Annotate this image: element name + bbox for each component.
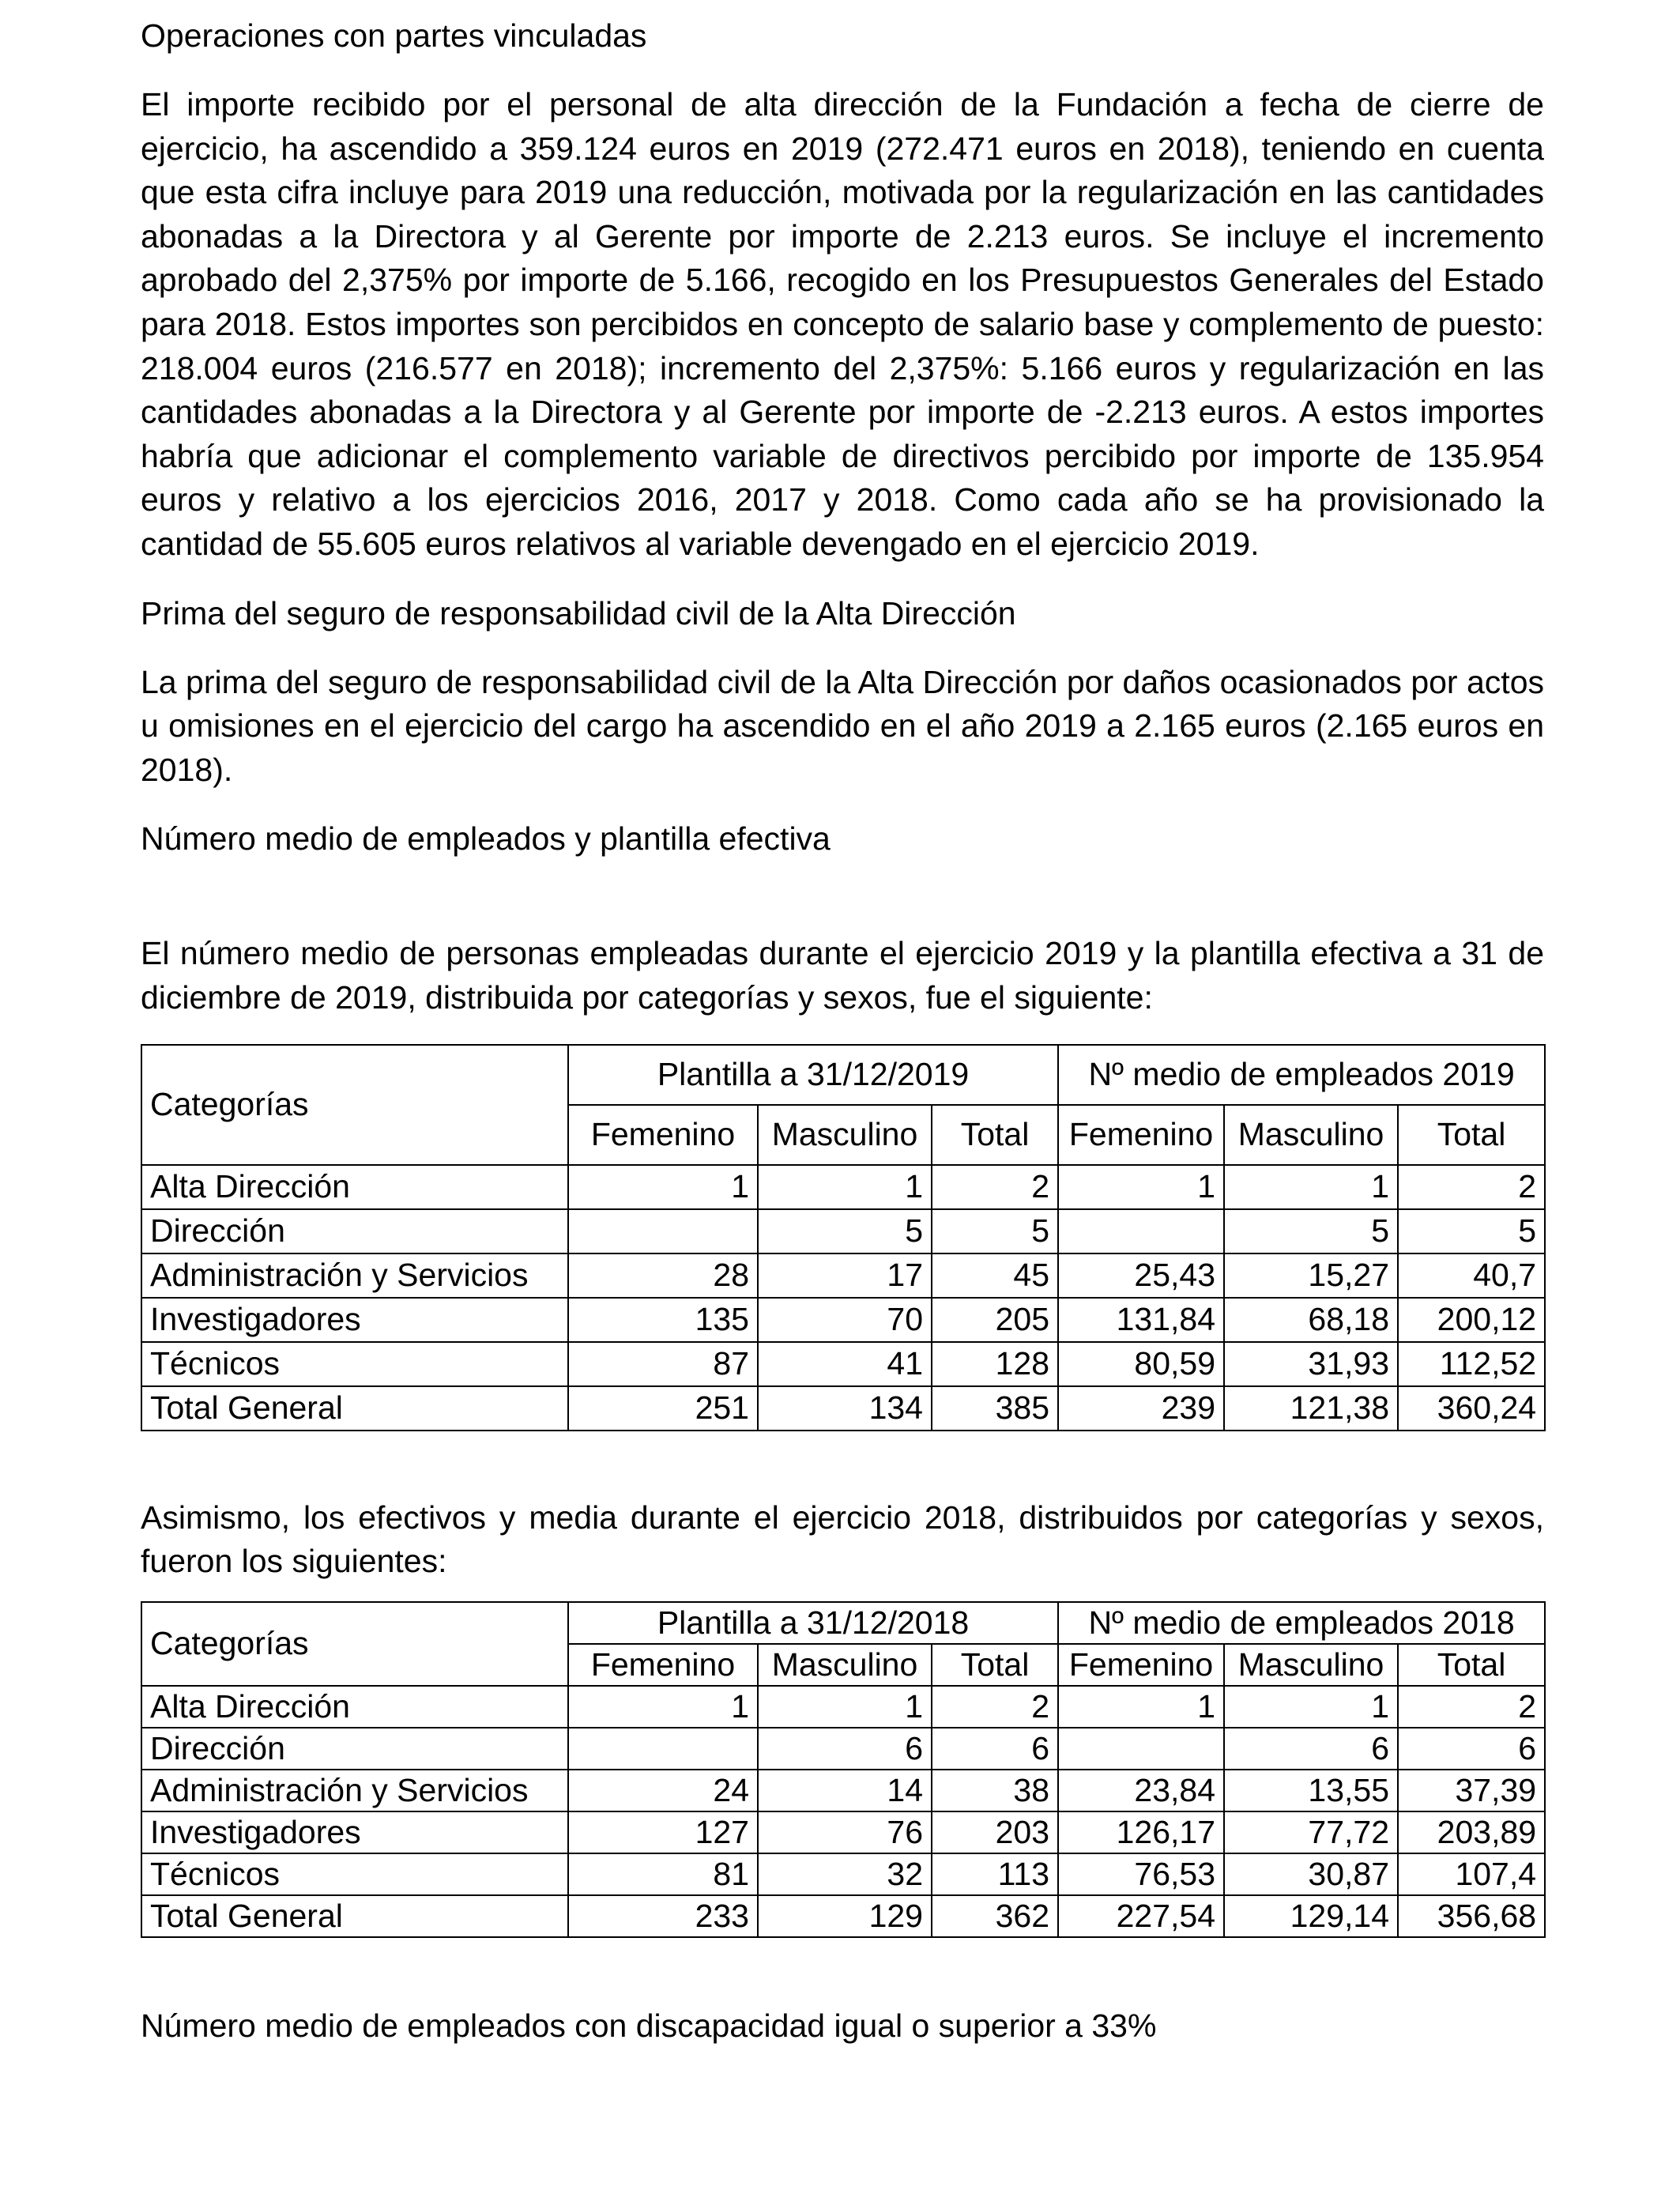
paragraph-executive-pay: El importe recibido por el personal de alta dirección de la Fundación a fecha de cierre de ejercicio, ha ascendido a 359.124 euros en 2019 (272.471 euros en 2018), teniendo en cuenta que esta cifra incluye para 2019 una reducción, motivada por la regularización en las cantidades abonadas a la Directora y al Gerente por importe de 2.213 euros. Se incluye el incremento aprobado del 2,375% por importe de 5.166, recogido en los Presupuestos Generales del Estado para 2018. Estos importes son percibidos en concepto de salario base y complemento de puesto: 218.004 euros (216.577 en 2018); incremento del 2,375%: 5.166 euros y regularización en las cantidades abonadas a la Directora y al Gerente por importe de -2.213 euros. A estos importes habría que adicionar el complemento variable de directivos percibido por importe de 135.954 euros y relativo a los ejercicios 2016, 2017 y 2018. Como cada año se ha provisionado la cantidad de 55.605 euros relativos al variable devengado en el ejercicio 2019. [141,86,1544,562]
table-header-medio: Nº medio de empleados 2019 [1058,1045,1545,1105]
table-subheader: Total [1398,1105,1545,1165]
table-cell-value: 126,17 [1058,1811,1224,1853]
employees-table-2019 [141,1044,1546,1431]
table-cell-value: 38 [932,1770,1058,1811]
table-cell-value: 2 [1398,1686,1545,1728]
table-cell-value: 6 [1224,1728,1398,1770]
table-cell-value: 1 [758,1165,932,1209]
table-cell-value: 23,84 [1058,1770,1224,1811]
table-cell-value: 81 [568,1853,758,1895]
table-cell-value: 1 [1224,1686,1398,1728]
table-header-medio: Nº medio de empleados 2018 [1058,1602,1545,1644]
table-subheader: Femenino [568,1644,758,1686]
table-cell-value: 76 [758,1811,932,1853]
table-cell-category: Técnicos [141,1853,568,1895]
table-cell-value: 2 [1398,1165,1545,1209]
table-row [141,1728,1545,1770]
table-cell-value: 25,43 [1058,1253,1224,1298]
table-cell-value [568,1209,758,1253]
table-row [141,1686,1545,1728]
table-cell-value: 385 [932,1386,1058,1431]
table-cell-value: 135 [568,1298,758,1342]
table-cell-value: 362 [932,1895,1058,1937]
table-cell-value: 112,52 [1398,1342,1545,1386]
table-row [141,1342,1545,1386]
table-subheader: Masculino [1224,1105,1398,1165]
table-cell-value: 1 [568,1165,758,1209]
table-subheader: Total [932,1644,1058,1686]
paragraph-employees-2018: Asimismo, los efectivos y media durante el ejercicio 2018, distribuidos por categorías y sexos, fueron los siguientes: [141,1498,1544,1580]
table-cell-value: 5 [1398,1209,1545,1253]
table-cell-value: 233 [568,1895,758,1937]
table-cell-value: 239 [1058,1386,1224,1431]
table-subheader: Femenino [568,1105,758,1165]
table-row [141,1253,1545,1298]
table-cell-value: 32 [758,1853,932,1895]
table-cell-value: 70 [758,1298,932,1342]
table-cell-value [568,1728,758,1770]
table-cell-value: 40,7 [1398,1253,1545,1298]
table-row [141,1165,1545,1209]
table-cell-value: 13,55 [1224,1770,1398,1811]
table-header-plantilla: Plantilla a 31/12/2019 [568,1045,1058,1105]
table-cell-value: 360,24 [1398,1386,1545,1431]
table-cell-category: Técnicos [141,1342,568,1386]
table-subheader: Femenino [1058,1644,1224,1686]
table-cell-category: Alta Dirección [141,1686,568,1728]
table-cell-value: 134 [758,1386,932,1431]
table-cell-value: 14 [758,1770,932,1811]
table-cell-value: 113 [932,1853,1058,1895]
table-cell-value: 1 [758,1686,932,1728]
table-cell-value: 41 [758,1342,932,1386]
table-cell-category: Investigadores [141,1298,568,1342]
table-cell-value: 5 [932,1209,1058,1253]
table-header-plantilla: Plantilla a 31/12/2018 [568,1602,1058,1644]
table-cell-category: Total General [141,1386,568,1431]
section-heading-related-operations: Operaciones con partes vinculadas [141,17,647,54]
table-cell-value: 121,38 [1224,1386,1398,1431]
table-cell-value: 87 [568,1342,758,1386]
table-cell-value: 77,72 [1224,1811,1398,1853]
table-cell-value: 2 [932,1165,1058,1209]
table-subheader: Femenino [1058,1105,1224,1165]
table-cell-value: 200,12 [1398,1298,1545,1342]
table-cell-value: 127 [568,1811,758,1853]
table-row [141,1853,1545,1895]
table-header-categorias: Categorías [141,1602,568,1686]
table-subheader: Total [1398,1644,1545,1686]
table-cell-value: 45 [932,1253,1058,1298]
table-cell-value: 76,53 [1058,1853,1224,1895]
table-cell-value: 1 [1224,1165,1398,1209]
table-cell-value: 15,27 [1224,1253,1398,1298]
document-page [141,14,1544,2048]
table-cell-value: 205 [932,1298,1058,1342]
table-cell-category: Investigadores [141,1811,568,1853]
table-cell-value: 129,14 [1224,1895,1398,1937]
employees-table-2018 [141,1601,1546,1938]
table-cell-category: Alta Dirección [141,1165,568,1209]
section-heading-insurance: Prima del seguro de responsabilidad civil de la Alta Dirección [141,594,1016,631]
table-cell-value: 1 [1058,1686,1224,1728]
table-cell-value: 131,84 [1058,1298,1224,1342]
table-cell-category: Dirección [141,1209,568,1253]
table-cell-value: 107,4 [1398,1853,1545,1895]
table-row [141,1811,1545,1853]
table-row [141,1895,1545,1937]
table-cell-value: 28 [568,1253,758,1298]
table-subheader: Masculino [758,1105,932,1165]
table-cell-value: 203 [932,1811,1058,1853]
table-cell-category: Administración y Servicios [141,1253,568,1298]
table-cell-value: 1 [1058,1165,1224,1209]
table-cell-value: 5 [758,1209,932,1253]
table-row [141,1209,1545,1253]
table-cell-value: 37,39 [1398,1770,1545,1811]
paragraph-insurance: La prima del seguro de responsabilidad civil de la Alta Dirección por daños ocasionados por actos u omisiones en el ejercicio del cargo ha ascendido en el año 2019 a 2.165 euros (2.165 euros en 2018). [141,663,1544,788]
table-subheader: Masculino [1224,1644,1398,1686]
table-cell-value: 227,54 [1058,1895,1224,1937]
table-row [141,1298,1545,1342]
table-cell-value: 203,89 [1398,1811,1545,1853]
table-cell-value [1058,1728,1224,1770]
table-cell-value [1058,1209,1224,1253]
table-cell-value: 17 [758,1253,932,1298]
table-subheader: Total [932,1105,1058,1165]
table-cell-value: 128 [932,1342,1058,1386]
section-heading-employees: Número medio de empleados y plantilla efectiva [141,820,831,858]
table-cell-value: 24 [568,1770,758,1811]
table-cell-category: Total General [141,1895,568,1937]
table-cell-category: Administración y Servicios [141,1770,568,1811]
table-cell-value: 5 [1224,1209,1398,1253]
table-cell-value: 31,93 [1224,1342,1398,1386]
table-cell-value: 356,68 [1398,1895,1545,1937]
table-row [141,1386,1545,1431]
table-cell-value: 1 [568,1686,758,1728]
section-heading-disability: Número medio de empleados con discapacidad igual o superior a 33% [141,2007,1157,2044]
table-cell-value: 6 [1398,1728,1545,1770]
table-subheader: Masculino [758,1644,932,1686]
paragraph-employees-2019: El número medio de personas empleadas durante el ejercicio 2019 y la plantilla efectiva a 31 de diciembre de 2019, distribuida por categorías y sexos, fue el siguiente: [141,935,1544,1016]
table-cell-category: Dirección [141,1728,568,1770]
table-cell-value: 30,87 [1224,1853,1398,1895]
table-cell-value: 68,18 [1224,1298,1398,1342]
table-cell-value: 2 [932,1686,1058,1728]
table-row [141,1770,1545,1811]
table-header-categorias: Categorías [141,1045,568,1165]
table-cell-value: 251 [568,1386,758,1431]
table-cell-value: 80,59 [1058,1342,1224,1386]
table-cell-value: 6 [932,1728,1058,1770]
table-cell-value: 129 [758,1895,932,1937]
table-cell-value: 6 [758,1728,932,1770]
